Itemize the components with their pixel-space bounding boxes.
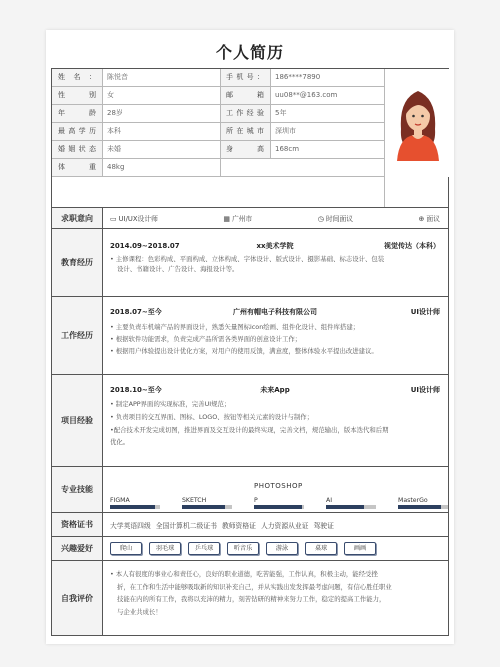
skill-bar-fill — [182, 505, 225, 509]
info-value: 168cm — [275, 145, 300, 153]
coin-icon: ⊕ — [418, 215, 425, 223]
info-label: 邮箱 — [220, 87, 270, 104]
section-label: 求职意向 — [52, 208, 103, 228]
info-value: 5年 — [275, 109, 287, 117]
evaluation-line: • 本人有很度的事业心和责任心，良好的职业道德，吃苦能强，工作认真，积极主动，能经受挫 — [110, 570, 378, 578]
table-divider — [270, 69, 271, 159]
project-line: • 负责项目的交互界面、图标、LOGO、按钮等相关元素的设计与制作； — [110, 413, 314, 421]
cert-item: 全国计算机二级证书 — [155, 521, 217, 530]
work-position: UI设计师 — [410, 308, 440, 316]
education-line: • 主修课程：色彩构成、平面构成、立体构成、字体设计、版式设计、摄影基础、标志设计、包装 — [110, 255, 385, 263]
section-evaluation — [52, 561, 448, 635]
project-line: 优化。 — [110, 438, 130, 446]
section-project — [52, 375, 448, 467]
hobby-tag: 乒乓球 — [188, 542, 220, 555]
info-label: 婚姻状态 — [52, 141, 102, 158]
section-hobbies — [52, 537, 448, 561]
intent-job: ▭ UI/UX设计师 — [110, 215, 158, 223]
info-value: 本科 — [107, 127, 121, 135]
project-period: 2018.10~至今 — [110, 386, 162, 394]
cert-item: 驾驶证 — [313, 521, 334, 530]
info-value: 未婚 — [107, 145, 121, 153]
info-value: uu08**@163.com — [275, 91, 338, 99]
info-label: 所在城市 — [220, 123, 270, 140]
work-line: • 根据用户体验提出设计优化方案，对用户的使用反馈，满意度，整体体验水平提出改进建议。 — [110, 347, 378, 355]
intent-salary: ⊕ 面议 — [418, 215, 440, 223]
project-position: UI设计师 — [410, 386, 440, 394]
hobby-tag: 爬山 — [110, 542, 142, 555]
skill-bar-fill — [110, 505, 155, 509]
education-major: 视觉传达（本科） — [384, 242, 440, 250]
table-divider — [102, 69, 103, 177]
skill-sketch — [182, 496, 232, 509]
project-header — [110, 385, 440, 395]
cert-item: 人力资源从业证 — [260, 521, 309, 530]
hobby-tag: 桌球 — [305, 542, 337, 555]
section-work — [52, 297, 448, 375]
info-label: 身高 — [220, 141, 270, 158]
hobby-tag: 听音乐 — [227, 542, 259, 555]
briefcase-icon: ▭ — [110, 215, 117, 223]
section-body — [102, 229, 448, 296]
info-value: 28岁 — [107, 109, 123, 117]
skill-name: AI — [326, 497, 333, 504]
section-body — [102, 561, 448, 635]
building-icon: ▦ — [223, 215, 230, 223]
section-label: 项目经验 — [52, 375, 103, 466]
resume-page — [46, 30, 454, 644]
clock-icon: ◷ — [317, 215, 324, 223]
section-body — [102, 537, 448, 560]
section-body — [102, 513, 448, 536]
section-label: 自我评价 — [52, 561, 103, 635]
info-label: 姓名： — [52, 69, 102, 86]
skill-mastergo — [398, 496, 448, 509]
work-period: 2018.07~至今 — [110, 308, 162, 316]
evaluation-line: 与企业共成长！ — [117, 607, 162, 616]
education-header — [110, 241, 440, 251]
section-skills — [52, 467, 448, 513]
intent-city: ▦ 广州市 — [223, 215, 253, 223]
info-label: 工作经验 — [220, 105, 270, 122]
section-education — [52, 229, 448, 297]
intent-time: ◷ 时间面议 — [317, 215, 354, 223]
section-certificates — [52, 513, 448, 537]
work-company: 广州有帽电子科技有限公司 — [233, 308, 317, 316]
cert-item: 大学英语四级 — [110, 521, 151, 530]
info-value: 女 — [107, 91, 114, 99]
evaluation-line: 技能在内的所有工作，我将以充沛的精力，刻苦钻研的精神来努力工作，稳定的提高工作能力， — [117, 595, 386, 604]
info-value: 陈悦音 — [107, 73, 128, 81]
info-value: 深圳市 — [275, 127, 296, 135]
hobby-tag: 羽毛球 — [149, 542, 181, 555]
project-line: •配合技术开发完成切图，推进界面及交互设计的最终实现，完善文档，规范输出，版本迭代和后期 — [110, 426, 389, 434]
section-label: 专业技能 — [52, 467, 103, 512]
skill-bar — [326, 505, 376, 509]
section-body — [102, 297, 448, 374]
skill-bar-fill — [254, 505, 302, 509]
project-name: 未来App — [260, 386, 290, 394]
info-label: 最高学历 — [52, 123, 102, 140]
work-line: • 主要负责车机端产品的界面设计，熟悉矢量图标icon绘画、组件化设计、组件库搭建； — [110, 323, 360, 331]
profile-photo — [384, 69, 451, 207]
resume-title: 个人简历 — [215, 43, 284, 62]
avatar-illustration — [385, 69, 451, 177]
section-label: 兴趣爱好 — [52, 537, 103, 560]
skill-bar — [110, 505, 160, 509]
basic-info-table — [52, 69, 448, 207]
skill-bar — [182, 505, 232, 509]
hobby-tag: 游泳 — [266, 542, 298, 555]
skill-photoshop — [254, 482, 304, 509]
section-body — [102, 208, 448, 228]
info-label: 体重 — [52, 159, 102, 176]
work-line: • 根据软件功能需求，负责完成产品所需各类界面的创意设计工作； — [110, 335, 302, 343]
skill-name-full: PHOTOSHOP — [254, 482, 303, 490]
info-value: 48kg — [107, 163, 125, 171]
section-label: 资格证书 — [52, 513, 103, 536]
info-label: 性别 — [52, 87, 102, 104]
evaluation-line: 折，在工作和生活中能够吸取新的知识补充自己，并从实践出发发挥最考虑问题，有信心胜任职业 — [117, 582, 392, 591]
hobby-tag: 画画 — [344, 542, 376, 555]
section-job-intent — [52, 207, 448, 229]
project-line: • 制定APP界面的实现标准，完善UI规范； — [110, 400, 231, 408]
resume-frame — [51, 68, 449, 636]
skill-ai — [326, 496, 376, 509]
section-body — [102, 467, 448, 512]
skill-name: SKETCH — [182, 497, 207, 504]
section-label: 教育经历 — [52, 229, 103, 296]
skill-name: MasterGo — [398, 497, 428, 504]
skill-bar-fill — [326, 505, 364, 509]
skill-abbr: P — [254, 497, 258, 504]
skill-name: FIGMA — [110, 497, 130, 504]
education-school: xx美术学院 — [256, 242, 294, 250]
info-value: 186****7890 — [275, 73, 321, 81]
cert-item: 教师资格证 — [221, 521, 256, 530]
info-label: 手机号： — [220, 69, 270, 86]
section-body — [102, 375, 448, 466]
skill-bar — [398, 505, 448, 509]
education-period: 2014.09~2018.07 — [110, 242, 180, 250]
work-header — [110, 307, 440, 317]
skill-figma — [110, 496, 160, 509]
skill-bar-fill — [398, 505, 441, 509]
table-divider — [220, 69, 221, 177]
education-line: 设计、书籍设计、广告设计、海报设计等。 — [117, 265, 239, 273]
section-label: 工作经历 — [52, 297, 103, 374]
info-label: 年龄 — [52, 105, 102, 122]
skill-bar — [254, 505, 304, 509]
